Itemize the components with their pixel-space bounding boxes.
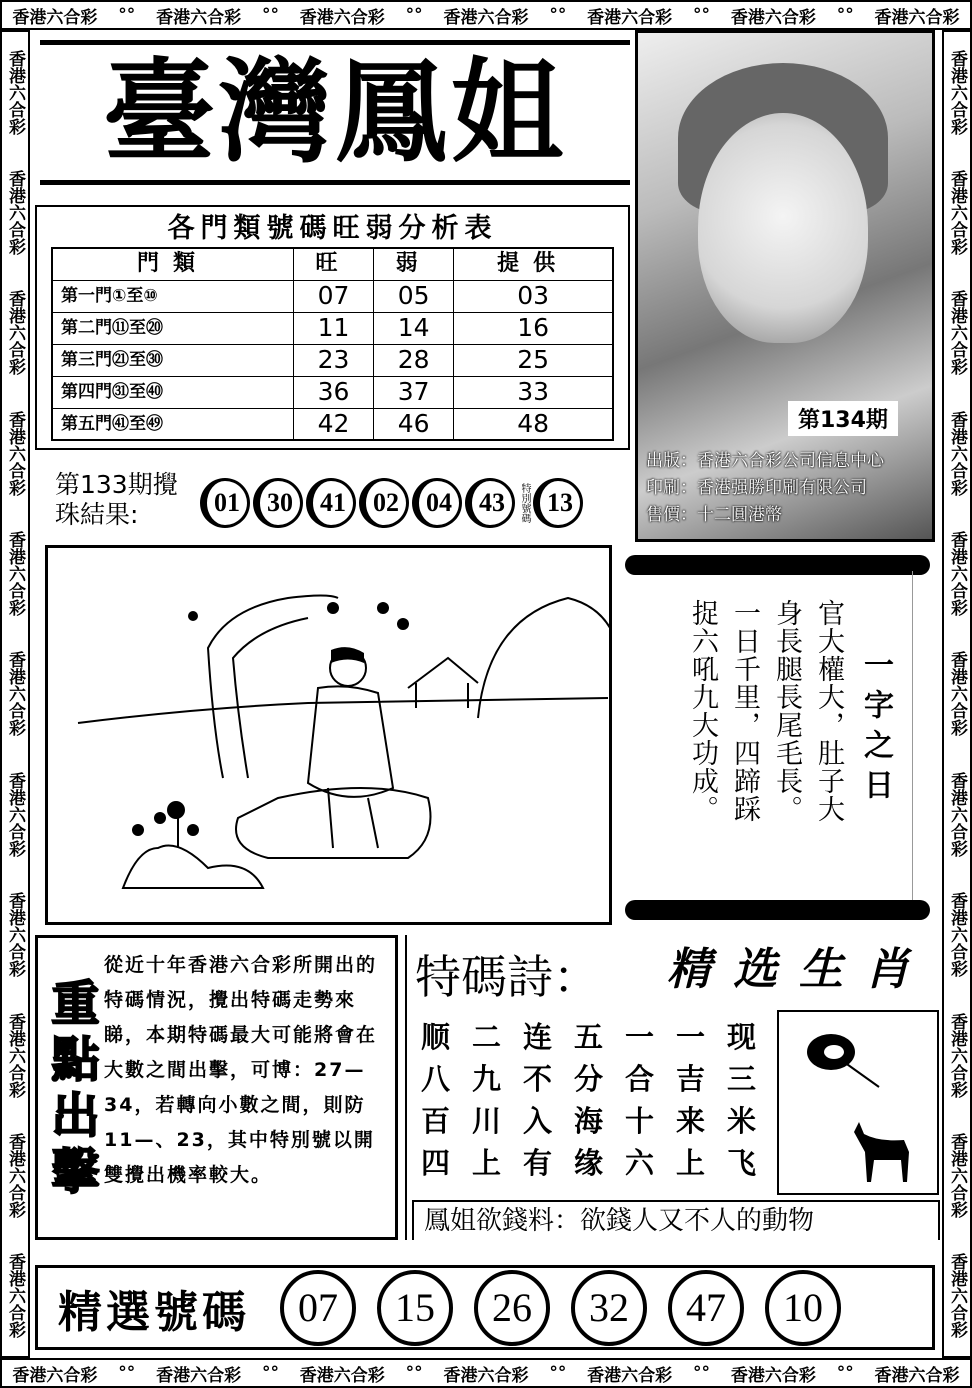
group-cell: 第二門⑪至⑳ — [52, 312, 293, 344]
table-header — [52, 248, 613, 280]
results-label-line: 珠結果: — [55, 500, 139, 529]
poem-heading: 特碼詩： — [415, 950, 599, 1004]
poem-grid — [421, 1020, 778, 1180]
scroll-rod-bottom — [625, 900, 930, 920]
table-row — [52, 408, 613, 440]
weak-cell: 37 — [374, 376, 454, 408]
strip-text: 香港六合彩 — [947, 1012, 967, 1098]
strip-text: 香港六合彩 — [5, 49, 25, 135]
right-strip — [942, 30, 972, 1358]
strip-text: 香港六合彩 — [874, 7, 960, 28]
poem-char: 不 — [523, 1062, 553, 1096]
poem-char: 现 — [727, 1020, 757, 1054]
pick-ball: 10 — [765, 1270, 841, 1346]
strip-text: 香港六合彩 — [947, 1132, 967, 1218]
pick-ball: 47 — [668, 1270, 744, 1346]
publisher-info — [646, 448, 884, 529]
boy-on-rock-drawing — [48, 548, 609, 922]
group-cell: 第三門㉑至㉚ — [52, 344, 293, 376]
weak-cell: 05 — [374, 280, 454, 312]
poem-char: 入 — [523, 1104, 553, 1138]
riddle-line: 一日千里，四蹄踩 — [729, 599, 760, 823]
poem-char: 九 — [472, 1062, 502, 1096]
strong-cell: 07 — [293, 280, 373, 312]
note-text: 從近十年香港六合彩所開出的特碼情況，攪出特碼走勢來睇，本期特碼最大可能將會在大數之間出擊，可博：27—34，若轉向小數之間，則防11—、23，其中特別號以開雙攪出機率較大。 — [104, 954, 378, 1186]
pick-ball: 32 — [571, 1270, 647, 1346]
col-header: 弱 — [374, 248, 454, 280]
riddle-body — [643, 571, 913, 901]
table-row — [52, 344, 613, 376]
strip-text: 香港六合彩 — [5, 170, 25, 256]
strip-sep: °° — [118, 5, 136, 25]
strip-text: 香港六合彩 — [730, 7, 816, 28]
poem-char: 顺 — [421, 1020, 451, 1054]
weak-cell: 46 — [374, 408, 454, 440]
strip-text: 香港六合彩 — [299, 1365, 385, 1386]
strip-text: 香港六合彩 — [5, 892, 25, 978]
special-label: 特別號碼 — [519, 483, 530, 523]
poem-char: 六 — [625, 1146, 655, 1180]
group-cell: 第五門㊶至㊾ — [52, 408, 293, 440]
strip-text: 香港六合彩 — [947, 410, 967, 496]
strong-cell: 42 — [293, 408, 373, 440]
strip-text: 香港六合彩 — [5, 1132, 25, 1218]
strip-sep: °° — [261, 5, 279, 25]
pick-ball: 26 — [474, 1270, 550, 1346]
strip-sep: °° — [693, 1363, 711, 1383]
poem-char: 一 — [676, 1020, 706, 1054]
offer-cell: 25 — [454, 344, 613, 376]
poem-char: 一 — [625, 1020, 655, 1054]
group-cell: 第一門①至⑩ — [52, 280, 293, 312]
offer-cell: 03 — [454, 280, 613, 312]
result-ball: 43 — [465, 478, 515, 528]
poem-char: 五 — [574, 1020, 604, 1054]
strip-sep: °° — [405, 1363, 423, 1383]
strip-text: 香港六合彩 — [947, 49, 967, 135]
publisher-line: 出版：香港六合彩公司信息中心 — [646, 451, 884, 471]
strip-sep: °° — [549, 5, 567, 25]
poem-char: 四 — [421, 1146, 451, 1180]
poem-char: 来 — [676, 1104, 706, 1138]
strip-sep: °° — [118, 1363, 136, 1383]
poem-char: 米 — [727, 1104, 757, 1138]
strong-cell: 36 — [293, 376, 373, 408]
riddle-line: 捉六吼九大功成。 — [687, 599, 718, 823]
strip-text: 香港六合彩 — [947, 290, 967, 376]
offer-cell: 33 — [454, 376, 613, 408]
strip-text: 香港六合彩 — [5, 1253, 25, 1339]
selected-numbers-bar — [35, 1265, 935, 1350]
poem-char: 二 — [472, 1020, 502, 1054]
col-header: 旺 — [293, 248, 373, 280]
col-header: 門類 — [52, 248, 293, 280]
strip-sep: °° — [405, 5, 423, 25]
photo-face — [698, 113, 868, 343]
illustration — [45, 545, 612, 925]
printer-line: 印刷：香港强勝印刷有限公司 — [646, 478, 867, 498]
riddle-line: 官大權大，肚子大 — [813, 599, 844, 823]
snake-and-goat-icon — [779, 1012, 937, 1193]
poem-char: 合 — [625, 1062, 655, 1096]
group-cell: 第四門㉛至㊵ — [52, 376, 293, 408]
poem-char: 连 — [523, 1020, 553, 1054]
pick-ball: 15 — [377, 1270, 453, 1346]
poem-char: 有 — [523, 1146, 553, 1180]
fengjie-tip: 鳳姐欲錢料：欲錢人又不人的動物 — [412, 1200, 940, 1240]
result-ball: 01 — [200, 478, 250, 528]
strip-text: 香港六合彩 — [443, 7, 529, 28]
strip-text: 香港六合彩 — [5, 531, 25, 617]
strong-cell: 23 — [293, 344, 373, 376]
poem-char: 上 — [676, 1146, 706, 1180]
weak-cell: 28 — [374, 344, 454, 376]
riddle-heading: 一字之日 — [858, 649, 893, 809]
strip-text: 香港六合彩 — [947, 892, 967, 978]
zodiac-heading: 精选生肖 — [667, 944, 931, 995]
poem-char: 飞 — [727, 1146, 757, 1180]
analysis-table — [35, 205, 630, 450]
strip-text: 香港六合彩 — [947, 531, 967, 617]
strip-text: 香港六合彩 — [156, 7, 242, 28]
result-ball: 02 — [359, 478, 409, 528]
strip-text: 香港六合彩 — [874, 1365, 960, 1386]
table-row — [52, 312, 613, 344]
strip-text: 香港六合彩 — [587, 1365, 673, 1386]
special-ball: 13 — [533, 478, 583, 528]
poem-char: 十 — [625, 1104, 655, 1138]
strip-text: 香港六合彩 — [5, 1012, 25, 1098]
strip-sep: °° — [693, 5, 711, 25]
riddle-line: 身長腿長尾毛長。 — [771, 599, 802, 823]
strip-text: 香港六合彩 — [730, 1365, 816, 1386]
poem-char: 上 — [472, 1146, 502, 1180]
results-label — [55, 470, 178, 530]
result-ball: 04 — [412, 478, 462, 528]
strip-text: 香港六合彩 — [947, 651, 967, 737]
strip-text: 香港六合彩 — [299, 7, 385, 28]
price-line: 售價：十二圓港幣 — [646, 505, 782, 525]
note-heading: 重點出擊 — [43, 978, 99, 1202]
draw-results — [200, 478, 583, 528]
offer-cell: 48 — [454, 408, 613, 440]
strip-text: 香港六合彩 — [443, 1365, 529, 1386]
poem-char: 百 — [421, 1104, 451, 1138]
strip-text: 香港六合彩 — [5, 410, 25, 496]
strong-cell: 11 — [293, 312, 373, 344]
key-pick-note — [35, 935, 398, 1240]
weak-cell: 14 — [374, 312, 454, 344]
issue-number: 第134期 — [788, 401, 898, 436]
left-strip — [0, 30, 30, 1358]
poem-char: 分 — [574, 1062, 604, 1096]
strip-text: 香港六合彩 — [947, 771, 967, 857]
strip-text: 香港六合彩 — [12, 1365, 98, 1386]
poem-char: 川 — [472, 1104, 502, 1138]
table-row — [52, 280, 613, 312]
code-poem-section — [405, 935, 940, 1240]
bottom-strip — [0, 1358, 972, 1388]
table-title: 各門類號碼旺弱分析表 — [167, 213, 498, 244]
strip-text: 香港六合彩 — [947, 1253, 967, 1339]
results-label-line: 第133期攪 — [55, 470, 178, 499]
pick-ball: 07 — [280, 1270, 356, 1346]
strip-sep: °° — [836, 1363, 854, 1383]
result-ball: 41 — [306, 478, 356, 528]
offer-cell: 16 — [454, 312, 613, 344]
poem-char: 八 — [421, 1062, 451, 1096]
table-row — [52, 376, 613, 408]
strip-text: 香港六合彩 — [5, 651, 25, 737]
poem-char: 三 — [727, 1062, 757, 1096]
poem-char: 吉 — [676, 1062, 706, 1096]
strip-text: 香港六合彩 — [12, 7, 98, 28]
strip-sep: °° — [836, 5, 854, 25]
strip-sep: °° — [261, 1363, 279, 1383]
col-header: 提供 — [454, 248, 613, 280]
cover-photo — [635, 30, 935, 542]
strip-text: 香港六合彩 — [5, 771, 25, 857]
picks-label: 精選號碼 — [58, 1286, 250, 1338]
riddle-scroll — [625, 555, 930, 920]
poem-char: 海 — [574, 1104, 604, 1138]
strip-text: 香港六合彩 — [587, 7, 673, 28]
zodiac-animals — [777, 1010, 939, 1195]
strip-text: 香港六合彩 — [5, 290, 25, 376]
poem-char: 缘 — [574, 1146, 604, 1180]
strip-sep: °° — [549, 1363, 567, 1383]
strip-text: 香港六合彩 — [947, 170, 967, 256]
top-strip — [0, 0, 972, 30]
result-ball: 30 — [253, 478, 303, 528]
masthead-title: 臺灣鳳姐 — [40, 40, 630, 185]
strip-text: 香港六合彩 — [156, 1365, 242, 1386]
